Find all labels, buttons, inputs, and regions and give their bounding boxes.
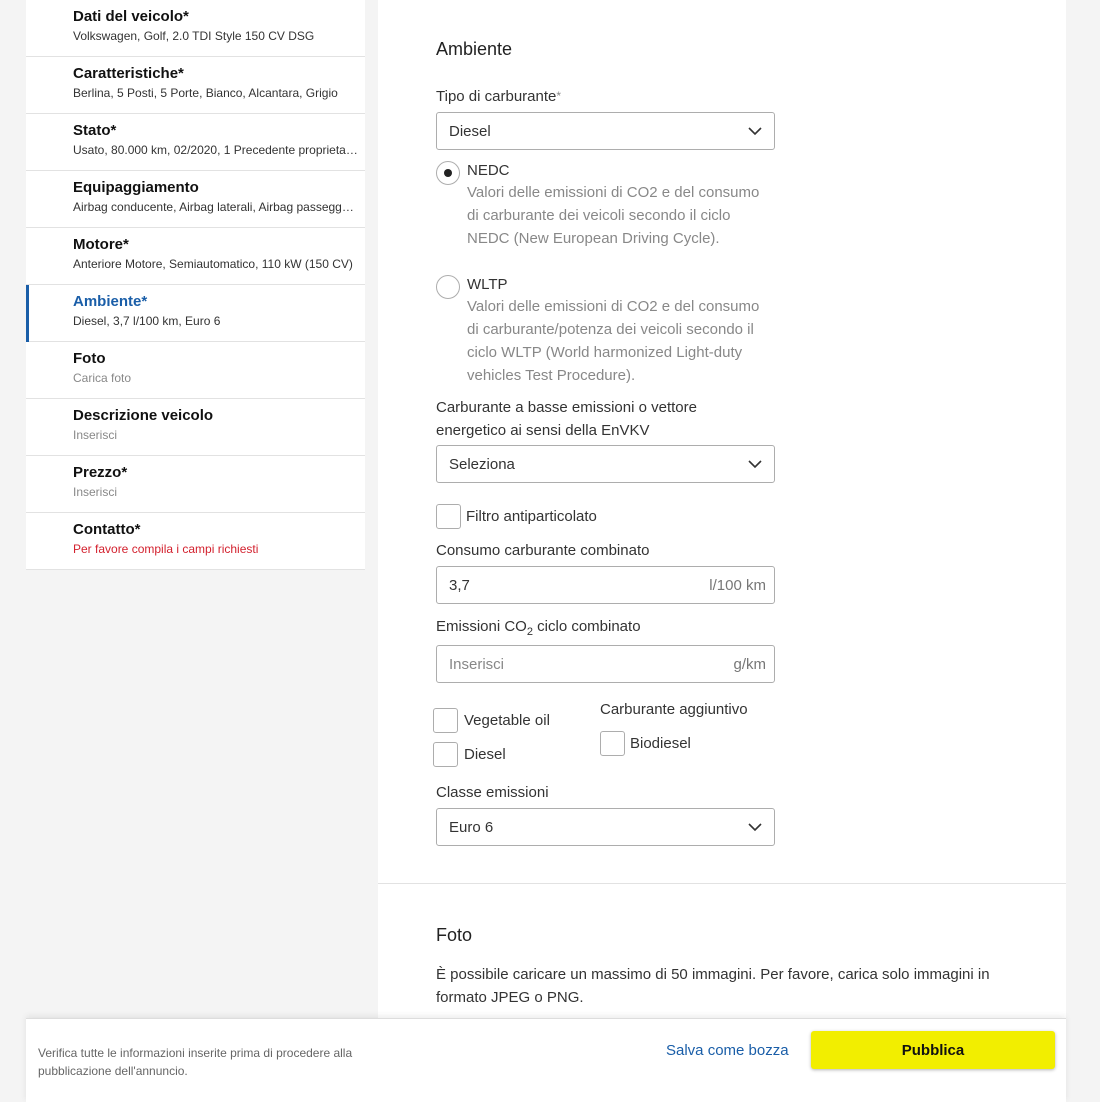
sidebar-item-motore[interactable] [26,228,365,285]
biodiesel-checkbox[interactable] [600,731,625,756]
sidebar-item-caratteristiche[interactable] [26,57,365,114]
sidebar-item-summary: Usato, 80.000 km, 02/2020, 1 Precedente proprietario [73,143,359,157]
consumption-label: Consumo carburante combinato [436,542,650,559]
section-heading-ambiente: Ambiente [436,39,513,59]
required-marker: * [556,89,562,103]
emission-class-label: Classe emissioni [436,784,549,801]
co2-label-prefix: Emissioni CO [436,618,527,635]
form-panel [378,0,1066,1102]
sidebar-item-summary: Airbag conducente, Airbag laterali, Airbag passeggero [73,200,359,214]
section-heading-foto: Foto [436,925,473,945]
sidebar-item-summary: Inserisci [73,428,118,442]
sidebar-item-title: Caratteristiche* [73,65,184,82]
wltp-title: WLTP [467,276,508,293]
nedc-radio[interactable] [436,161,460,185]
low-emission-label: Carburante a basse emissioni o vettore energetico ai sensi della EnVKV [436,399,697,439]
sidebar-item-title: Motore* [73,236,129,253]
sidebar-item-foto[interactable] [26,342,365,399]
emission-class-value: Euro 6 [449,818,494,836]
sidebar-nav [26,0,365,570]
co2-placeholder: Inserisci [449,655,505,673]
nedc-text [467,161,767,250]
action-footer [26,1018,1066,1102]
sidebar-item-prezzo[interactable] [26,456,365,513]
sidebar-item-dati-veicolo[interactable] [26,0,365,57]
consumption-input[interactable] [436,566,775,604]
sidebar-item-title: Equipaggiamento [73,179,199,196]
particulate-filter-label: Filtro antiparticolato [466,508,597,525]
co2-input[interactable] [436,645,775,683]
sidebar-item-title: Ambiente* [73,293,148,310]
co2-unit: g/km [733,655,766,673]
low-emission-value: Seleziona [449,455,515,473]
sidebar-item-title: Descrizione veicolo [73,407,214,424]
sidebar-item-summary: Anteriore Motore, Semiautomatico, 110 kW (150 CV) [73,257,353,271]
sidebar-item-ambiente[interactable] [26,285,365,342]
cycle-option-wltp [436,275,767,387]
additional-fuel-label: Carburante aggiuntivo [600,701,748,718]
wltp-description: Valori delle emissioni di CO2 e del consumo di carburante/potenza dei veicoli secondo il ciclo WLTP (World harmonized Light-duty vehicles Test Procedure). [467,298,760,384]
foto-description: È possibile caricare un massimo di 50 immagini. Per favore, carica solo immagini in formato JPEG o PNG. [436,966,990,1006]
emission-class-select[interactable] [436,808,775,846]
co2-label-subscript: 2 [526,626,533,638]
biodiesel-label: Biodiesel [630,735,691,752]
nedc-title: NEDC [467,162,510,179]
sidebar-item-equipaggiamento[interactable] [26,171,365,228]
consumption-unit: l/100 km [709,576,766,594]
save-draft-link[interactable]: Salva come bozza [666,1042,789,1059]
sidebar-item-summary: Inserisci [73,485,118,499]
fuel-type-label [436,85,561,108]
chevron-down-icon [748,124,762,138]
consumption-value: 3,7 [449,576,470,594]
co2-label-suffix: ciclo combinato [532,618,641,635]
wltp-text [467,275,767,387]
chevron-down-icon [748,457,762,471]
section-divider [378,883,1066,884]
nedc-description: Valori delle emissioni di CO2 e del consumo di carburante dei veicoli secondo il ciclo NEDC (New European Driving Cycle). [467,184,760,247]
publish-button[interactable]: Pubblica [811,1031,1055,1069]
vegetable-oil-checkbox[interactable] [433,708,458,733]
sidebar-item-stato[interactable] [26,114,365,171]
low-emission-select[interactable] [436,445,775,483]
fuel-type-select[interactable] [436,112,775,150]
co2-label [436,615,641,644]
sidebar-item-summary: Volkswagen, Golf, 2.0 TDI Style 150 CV DSG [73,29,315,43]
sidebar-item-title: Prezzo* [73,464,128,481]
sidebar-item-descrizione[interactable] [26,399,365,456]
particulate-filter-checkbox[interactable] [436,504,461,529]
sidebar-item-contatto[interactable] [26,513,365,570]
sidebar-item-title: Dati del veicolo* [73,8,189,25]
sidebar-item-summary: Carica foto [73,371,132,385]
diesel-checkbox[interactable] [433,742,458,767]
chevron-down-icon [748,820,762,834]
sidebar-item-title: Contatto* [73,521,141,538]
footer-note: Verifica tutte le informazioni inserite prima di procedere alla pubblicazione dell'annuncio. [38,1046,353,1078]
sidebar-item-title: Foto [73,350,106,367]
wltp-radio[interactable] [436,275,460,299]
vegetable-oil-label: Vegetable oil [464,712,550,729]
sidebar-item-title: Stato* [73,122,117,139]
fuel-type-value: Diesel [449,122,491,140]
cycle-option-nedc [436,161,767,250]
sidebar-item-summary: Berlina, 5 Posti, 5 Porte, Bianco, Alcantara, Grigio [73,86,338,100]
fuel-type-label-text: Tipo di carburante [436,88,557,105]
diesel-label: Diesel [464,746,506,763]
sidebar-item-summary: Diesel, 3,7 l/100 km, Euro 6 [73,314,221,328]
sidebar-item-error-message: Per favore compila i campi richiesti [73,542,259,556]
